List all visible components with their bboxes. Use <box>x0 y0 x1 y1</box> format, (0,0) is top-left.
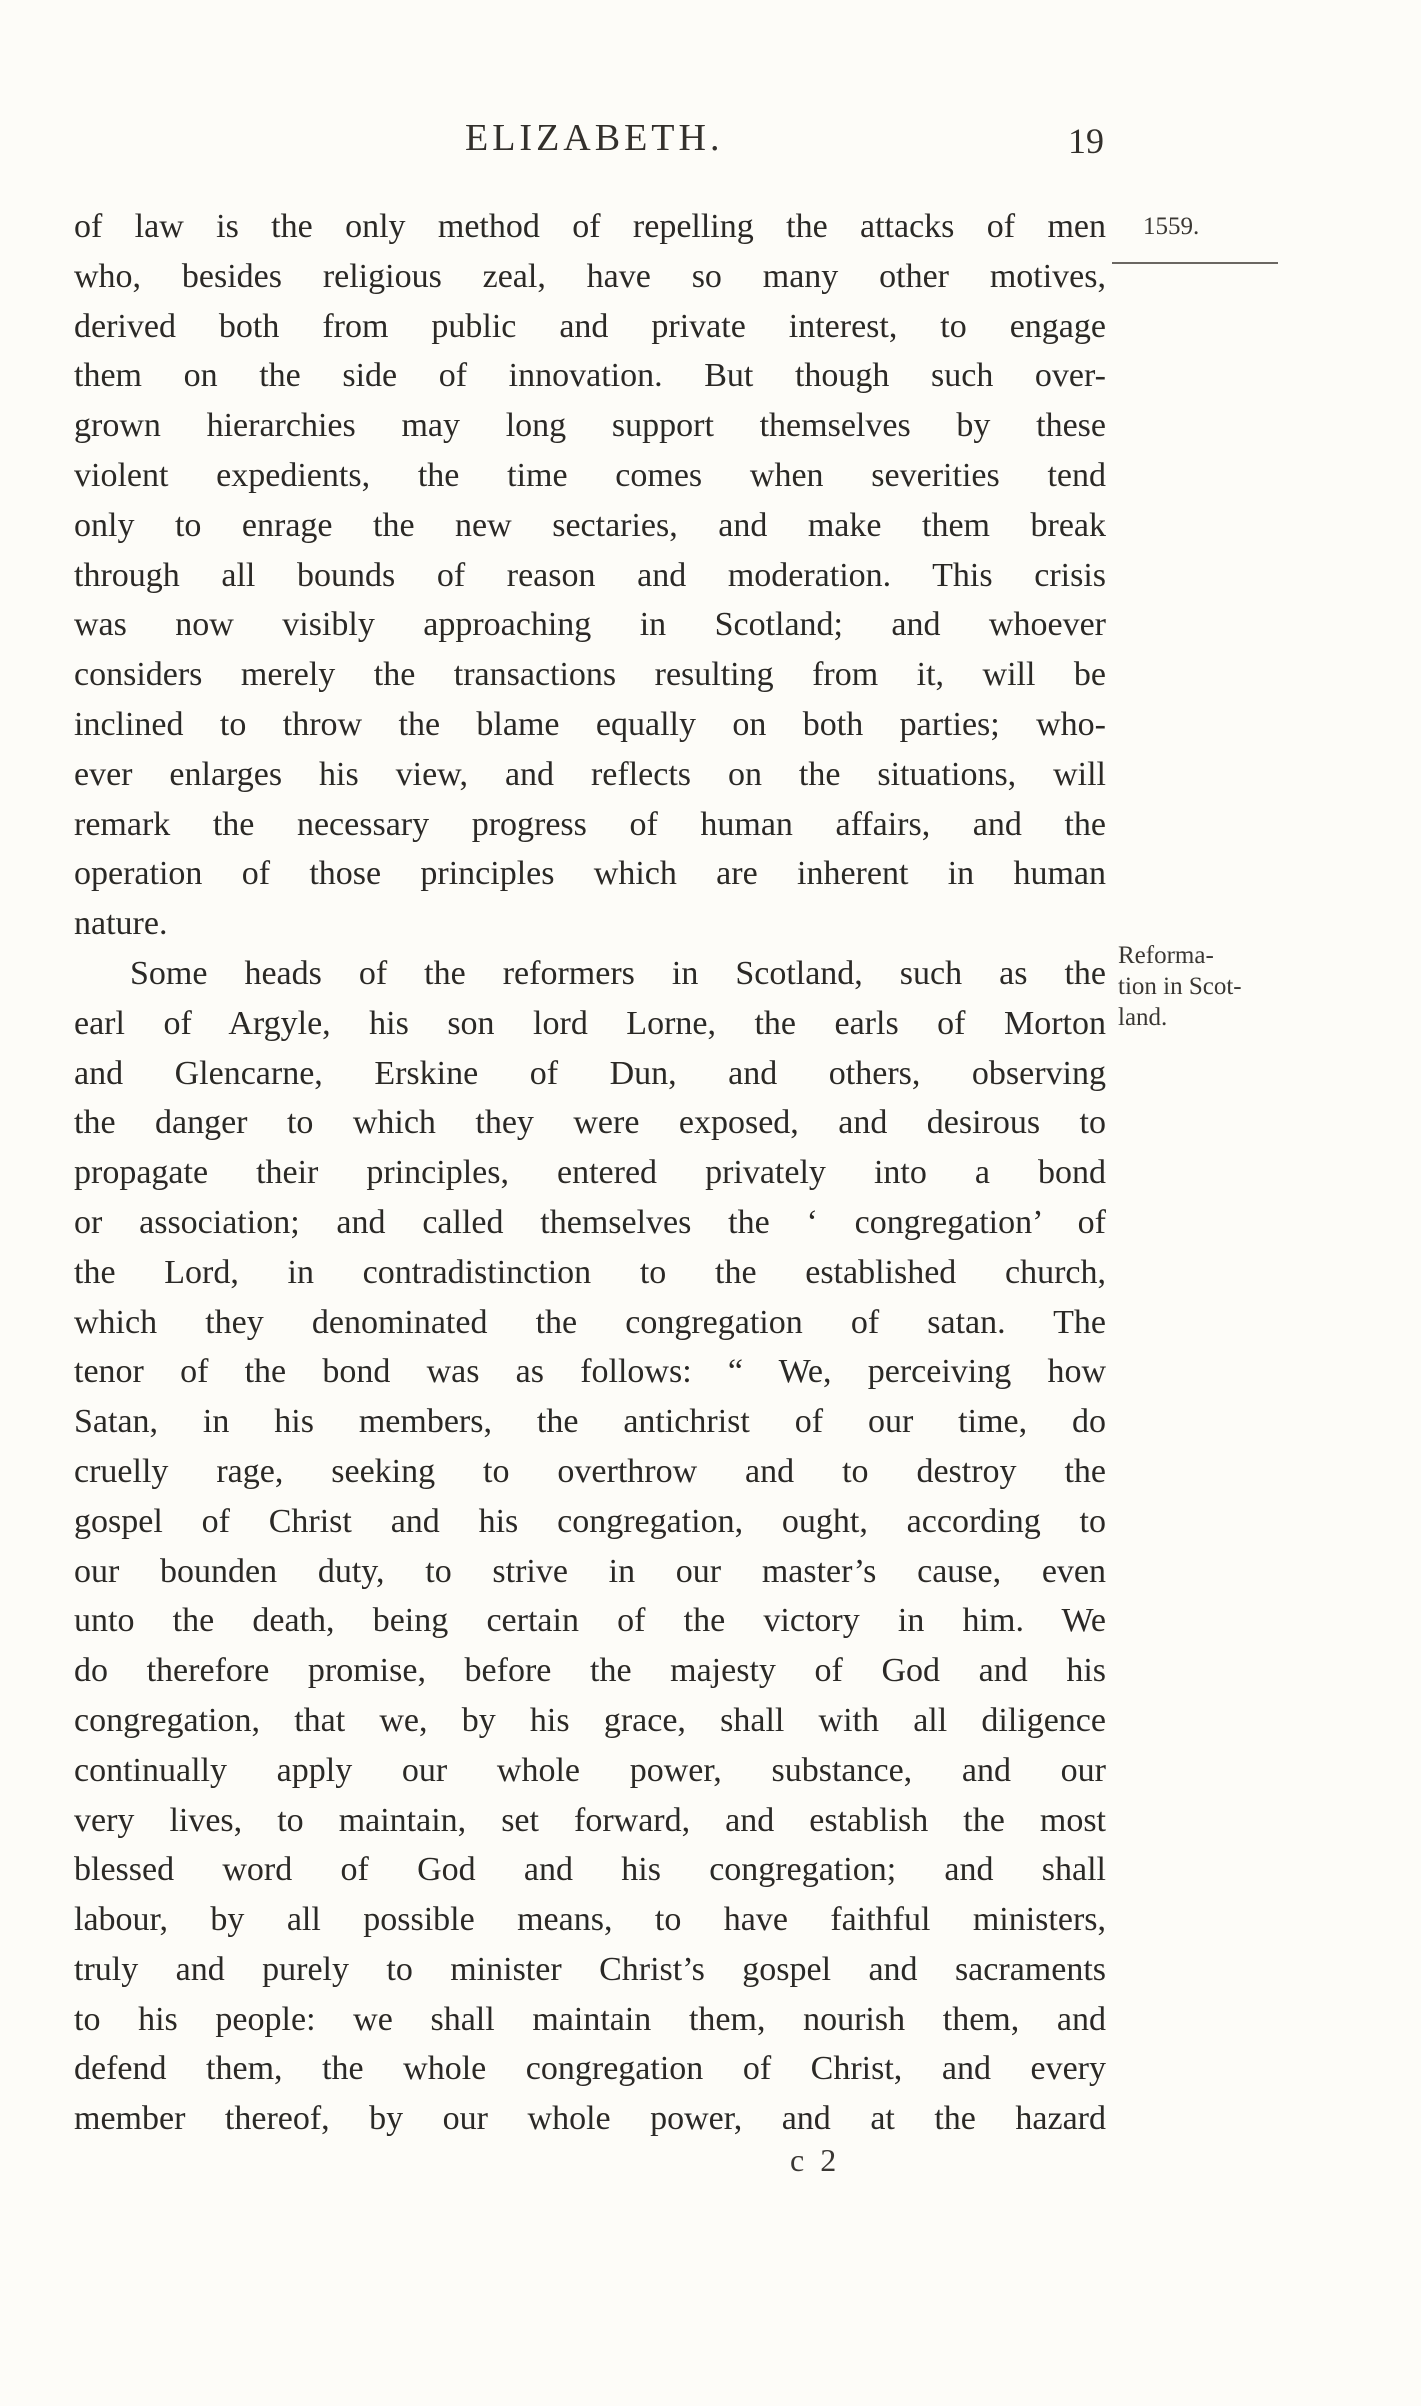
text-line: unto the death, being certain of the victory in him. We <box>74 1602 1106 1640</box>
text-line: cruelly rage, seeking to overthrow and to destroy the <box>74 1452 1106 1490</box>
text-line: inclined to throw the blame equally on both parties; who- <box>74 705 1106 743</box>
margin-note-line: land. <box>1118 1004 1168 1031</box>
text-line: of law is the only method of repelling the attacks of men <box>74 208 1106 245</box>
text-line: Satan, in his members, the antichrist of our time, do <box>74 1403 1106 1441</box>
text-line: or association; and called themselves the ‘ congregation’ of <box>74 1203 1106 1241</box>
text-line: tenor of the bond was as follows: “ We, perceiving how <box>74 1353 1106 1391</box>
margin-note-line: tion in Scot- <box>1118 973 1242 1000</box>
text-line: who, besides religious zeal, have so many other motives, <box>74 257 1106 295</box>
text-line: only to enrage the new sectaries, and make them break <box>74 506 1106 544</box>
text-line: congregation, that we, by his grace, shall with all diligence <box>74 1701 1106 1739</box>
text-line: the Lord, in contradistinction to the established church, <box>74 1253 1106 1291</box>
text-line: to his people: we shall maintain them, nourish them, and <box>74 2000 1106 2038</box>
text-line: through all bounds of reason and moderation. This crisis <box>74 556 1106 594</box>
text-line: remark the necessary progress of human affairs, and the <box>74 805 1106 843</box>
text-line: violent expedients, the time comes when severities tend <box>74 456 1106 494</box>
page-header <box>0 116 1421 176</box>
text-line: them on the side of innovation. But though such over- <box>74 357 1106 395</box>
text-line: truly and purely to minister Christ’s gospel and sacraments <box>74 1950 1106 1988</box>
text-line: grown hierarchies may long support themselves by these <box>74 407 1106 445</box>
text-line: member thereof, by our whole power, and at the hazard <box>74 2100 1106 2138</box>
text-line: ever enlarges his view, and reflects on the situations, will <box>74 755 1106 793</box>
text-line: and Glencarne, Erskine of Dun, and others, observing <box>74 1054 1106 1092</box>
margin-year: 1559. <box>1143 213 1200 240</box>
text-line: propagate their principles, entered privately into a bond <box>74 1154 1106 1192</box>
text-line: continually apply our whole power, substance, and our <box>74 1751 1106 1789</box>
text-line: derived both from public and private interest, to engage <box>74 307 1106 345</box>
text-line: considers merely the transactions resulting from it, will be <box>74 656 1106 694</box>
margin-rule <box>1112 262 1278 264</box>
text-line: earl of Argyle, his son lord Lorne, the earls of Morton <box>74 1004 1106 1042</box>
text-line: gospel of Christ and his congregation, ought, according to <box>74 1502 1106 1540</box>
text-line: nature. <box>74 905 168 943</box>
margin-note-line: Reforma- <box>1118 942 1214 969</box>
text-line: blessed word of God and his congregation; and shall <box>74 1851 1106 1889</box>
text-line: do therefore promise, before the majesty of God and his <box>74 1652 1106 1690</box>
text-line: was now visibly approaching in Scotland; and whoever <box>74 606 1106 644</box>
text-line: the danger to which they were exposed, and desirous to <box>74 1104 1106 1142</box>
text-line: labour, by all possible means, to have faithful ministers, <box>74 1901 1106 1939</box>
signature-mark: c 2 <box>790 2142 841 2178</box>
page-number: 19 <box>1068 121 1104 161</box>
text-line: our bounden duty, to strive in our master’s cause, even <box>74 1552 1106 1590</box>
text-line: very lives, to maintain, set forward, and establish the most <box>74 1801 1106 1839</box>
body-text <box>74 202 1106 2144</box>
running-title: ELIZABETH. <box>465 117 724 159</box>
text-line: which they denominated the congregation of satan. The <box>74 1303 1106 1341</box>
margin-note <box>1118 940 1298 1033</box>
text-line: Some heads of the reformers in Scotland, such as the <box>130 954 1106 992</box>
text-line: defend them, the whole congregation of Christ, and every <box>74 2050 1106 2088</box>
text-line: operation of those principles which are inherent in human <box>74 855 1106 893</box>
